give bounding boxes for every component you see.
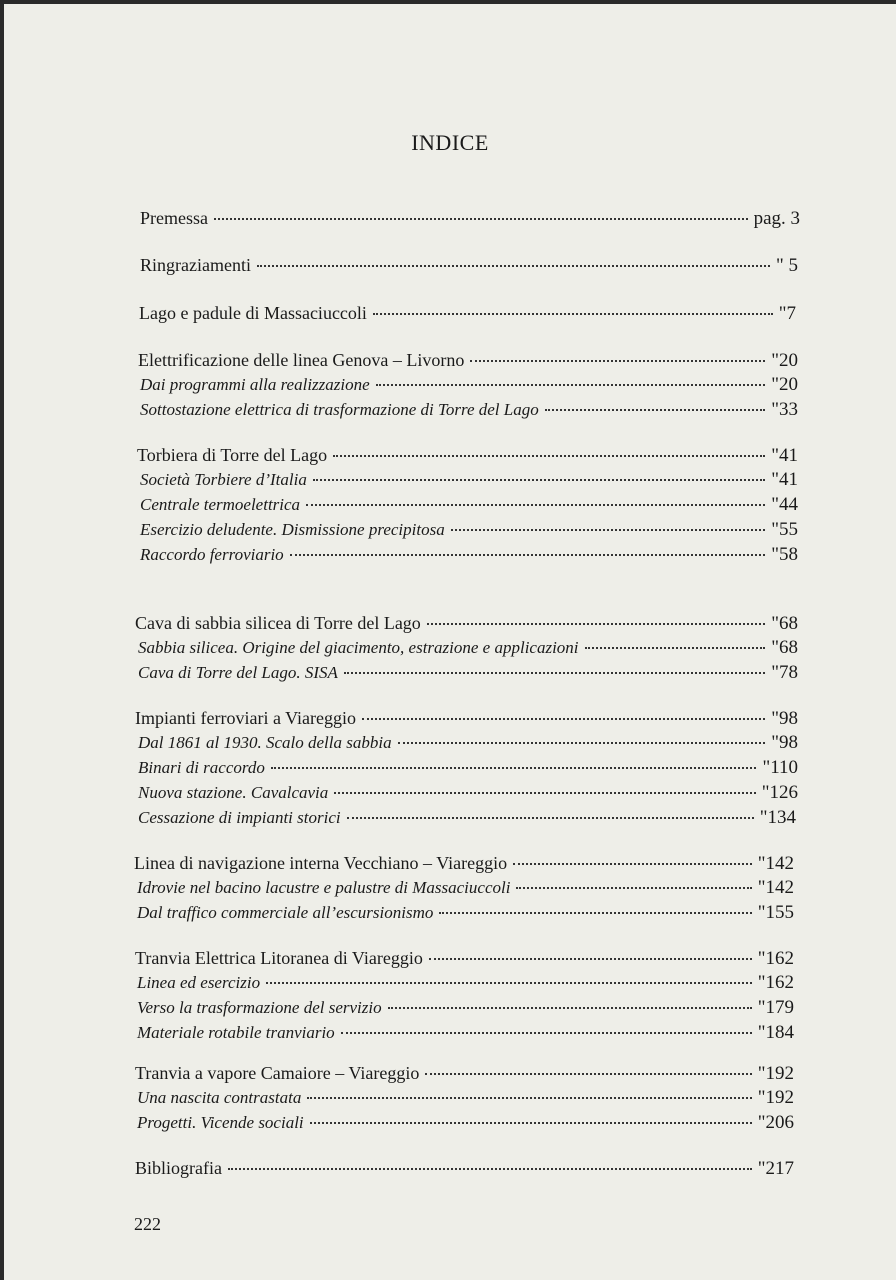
dot-leader: [425, 1073, 751, 1075]
toc-entry-page: "126: [761, 782, 798, 803]
dot-leader: [341, 1032, 752, 1034]
toc-entry-page: " 5: [775, 255, 798, 276]
toc-subentry: [138, 757, 798, 779]
toc-entry: [135, 1157, 794, 1180]
toc-entry-title: Cava di sabbia silicea di Torre del Lago: [135, 613, 421, 633]
page-title: INDICE: [411, 130, 489, 155]
toc-entry-page: "98: [771, 708, 798, 729]
toc-entry-title: Dal traffico commerciale all’escursionismo: [137, 903, 434, 922]
toc-entry-title: Torbiera di Torre del Lago: [137, 445, 328, 465]
toc-subentry: [137, 997, 794, 1019]
toc-subentry: [137, 1022, 794, 1044]
toc-entry-page: "206: [757, 1112, 794, 1133]
toc-entry-page: "68: [771, 637, 798, 658]
toc-subentry: [140, 494, 798, 516]
toc-entry: [140, 254, 798, 277]
toc-entry-page: "192: [757, 1087, 794, 1108]
toc-entry: [138, 349, 798, 372]
dot-leader: [313, 479, 765, 481]
toc-subentry: [140, 469, 798, 491]
toc-entry: [135, 707, 798, 730]
dot-leader: [228, 1168, 752, 1170]
toc-subentry: [137, 1087, 794, 1109]
toc-subentry: [138, 807, 796, 829]
toc-entry-page: "68: [771, 613, 798, 634]
toc-entry-page: "110: [762, 757, 798, 778]
toc-entry-title: Centrale termoelettrica: [140, 495, 301, 514]
toc-entry-page: "184: [757, 1022, 794, 1043]
toc-entry-title: Tranvia a vapore Camaiore – Viareggio: [135, 1063, 420, 1083]
toc-entry-title: Idrovie nel bacino lacustre e palustre di Massaciuccoli: [137, 878, 511, 897]
toc-entry-page: pag. 3: [753, 208, 800, 229]
dot-leader: [347, 817, 754, 819]
toc-subentry: [137, 1112, 794, 1134]
toc-entry-title: Tranvia Elettrica Litoranea di Viareggio: [135, 948, 423, 968]
dot-leader: [429, 958, 752, 960]
toc-entry-page: "33: [771, 399, 798, 420]
dot-leader: [545, 409, 766, 411]
toc-subentry: [138, 662, 798, 684]
toc-entry: [135, 947, 794, 970]
toc-entry-page: "217: [757, 1158, 794, 1179]
toc-entry-page: "78: [771, 662, 798, 683]
toc-entry-title: Linea ed esercizio: [137, 973, 261, 992]
toc-entry-page: "134: [759, 807, 796, 828]
toc-entry-title: Dai programmi alla realizzazione: [140, 375, 370, 394]
toc-entry: [134, 852, 794, 875]
toc-entry-page: "155: [757, 902, 794, 923]
toc-entry-title: Raccordo ferroviario: [140, 545, 284, 564]
toc-entry-page: "44: [771, 494, 798, 515]
toc-entry-title: Lago e padule di Massaciuccoli: [139, 303, 367, 323]
dot-leader: [516, 887, 751, 889]
toc-entry-title: Binari di raccordo: [138, 758, 265, 777]
dot-leader: [585, 647, 766, 649]
dot-leader: [310, 1122, 752, 1124]
dot-leader: [307, 1097, 751, 1099]
toc-subentry: [138, 782, 798, 804]
dot-leader: [290, 554, 766, 556]
toc-subentry: [137, 972, 794, 994]
toc-entry-page: "20: [771, 374, 798, 395]
toc-subentry: [137, 877, 794, 899]
toc-entry-page: "41: [771, 469, 798, 490]
toc-entry-page: "162: [757, 972, 794, 993]
toc-entry-page: "20: [771, 350, 798, 371]
toc-entry-title: Esercizio deludente. Dismissione precipitosa: [140, 520, 445, 539]
dot-leader: [513, 863, 752, 865]
toc-entry-title: Una nascita contrastata: [137, 1088, 302, 1107]
dot-leader: [266, 982, 752, 984]
page-number: 222: [134, 1214, 161, 1234]
toc-entry-page: "142: [757, 877, 794, 898]
toc-entry-page: "142: [757, 853, 794, 874]
dot-leader: [334, 792, 755, 794]
dot-leader: [427, 623, 765, 625]
book-page: [4, 4, 896, 1280]
toc-entry-title: Società Torbiere d’Italia: [140, 470, 307, 489]
dot-leader: [257, 265, 770, 267]
dot-leader: [388, 1007, 752, 1009]
toc-subentry: [140, 399, 798, 421]
toc-subentry: [140, 544, 798, 566]
toc-subentry: [140, 519, 798, 541]
dot-leader: [271, 767, 757, 769]
dot-leader: [439, 912, 751, 914]
toc-entry-page: "162: [757, 948, 794, 969]
toc-entry-page: "179: [757, 997, 794, 1018]
toc-entry-title: Bibliografia: [135, 1158, 222, 1178]
toc-entry-title: Progetti. Vicende sociali: [137, 1113, 304, 1132]
toc-subentry: [138, 732, 798, 754]
dot-leader: [451, 529, 766, 531]
table-of-contents: [4, 4, 896, 1280]
toc-entry-title: Impianti ferroviari a Viareggio: [135, 708, 357, 728]
toc-entry-title: Verso la trasformazione del servizio: [137, 998, 382, 1017]
dot-leader: [362, 718, 765, 720]
toc-entry-title: Nuova stazione. Cavalcavia: [138, 783, 329, 802]
toc-entry-title: Sabbia silicea. Origine del giacimento, estrazione e applicazioni: [138, 638, 579, 657]
toc-entry-page: "192: [757, 1063, 794, 1084]
toc-entry-page: "7: [778, 303, 796, 324]
toc-entry-title: Sottostazione elettrica di trasformazione di Torre del Lago: [140, 400, 539, 419]
toc-subentry: [137, 902, 794, 924]
toc-entry-page: "58: [771, 544, 798, 565]
dot-leader: [376, 384, 766, 386]
dot-leader: [214, 218, 748, 220]
toc-entry-title: Materiale rotabile tranviario: [137, 1023, 335, 1042]
dot-leader: [344, 672, 765, 674]
toc-entry-title: Dal 1861 al 1930. Scalo della sabbia: [138, 733, 392, 752]
toc-subentry: [138, 637, 798, 659]
toc-entry-title: Cava di Torre del Lago. SISA: [138, 663, 338, 682]
toc-entry-title: Ringraziamenti: [140, 255, 251, 275]
dot-leader: [470, 360, 765, 362]
toc-entry-title: Cessazione di impianti storici: [138, 808, 341, 827]
toc-entry-title: Linea di navigazione interna Vecchiano – Viareggio: [134, 853, 508, 873]
toc-entry: [140, 207, 800, 230]
dot-leader: [306, 504, 765, 506]
toc-entry: [139, 302, 796, 325]
toc-entry-page: "98: [771, 732, 798, 753]
toc-entry-page: "41: [771, 445, 798, 466]
toc-entry-page: "55: [771, 519, 798, 540]
toc-entry-title: Elettrificazione delle linea Genova – Livorno: [138, 350, 465, 370]
toc-entry-title: Premessa: [140, 208, 208, 228]
toc-subentry: [140, 374, 798, 396]
dot-leader: [373, 313, 773, 315]
toc-entry: [137, 444, 798, 467]
dot-leader: [333, 455, 765, 457]
toc-entry: [135, 1062, 794, 1085]
dot-leader: [398, 742, 766, 744]
toc-entry: [135, 612, 798, 635]
